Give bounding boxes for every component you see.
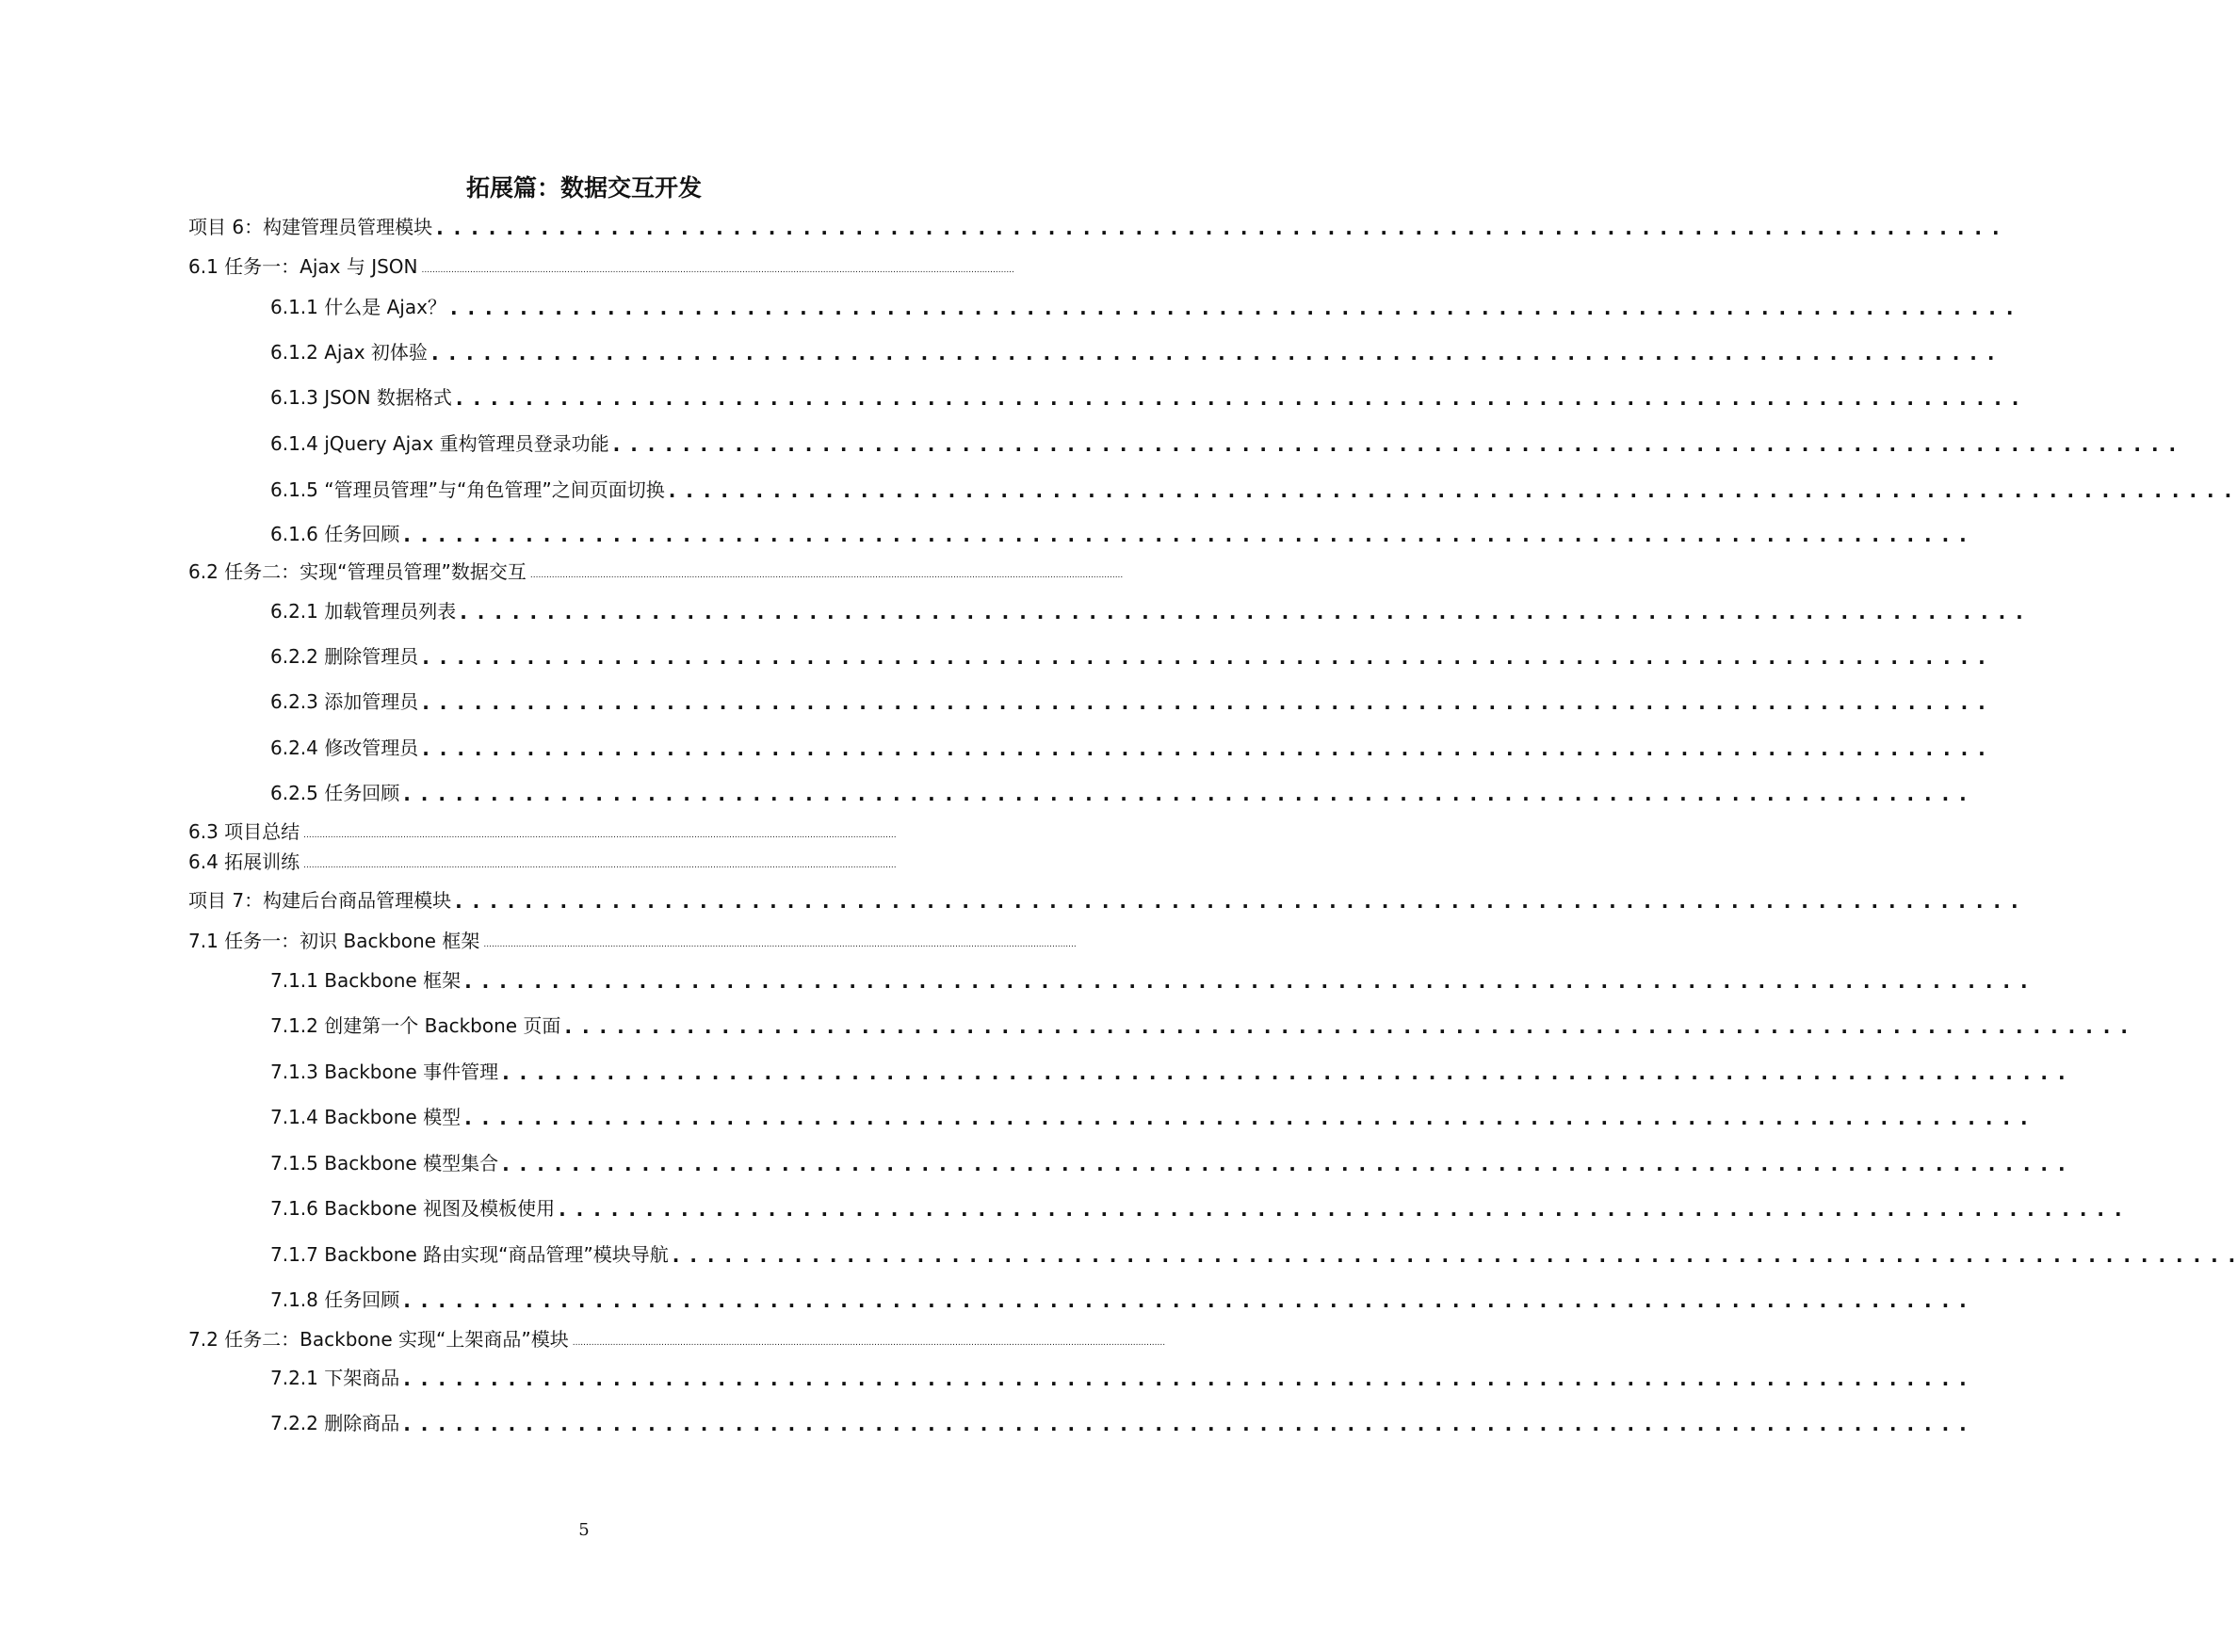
toc-entry[interactable] bbox=[270, 777, 1969, 807]
dot-leader: . . . . . . . . . . . . . . . . . . . . . . . . . . . . . . . . . . . . . . . . . . . . . . . . . . . . . . . . . . . . . . . . . . . . . . . . . . . . . . . . . . . . . . . . . . bbox=[455, 890, 2020, 913]
toc-entry[interactable] bbox=[188, 925, 1077, 955]
toc-entry-label: 6.2.3 添加管理员 bbox=[270, 690, 419, 713]
toc-entry-label: 7.1.7 Backbone 路由实现“商品管理”模块导航 bbox=[270, 1243, 669, 1266]
toc-entry[interactable] bbox=[270, 640, 1987, 671]
toc-entry[interactable] bbox=[270, 336, 1997, 366]
toc-entry-label: 7.1.6 Backbone 视图及模板使用 bbox=[270, 1197, 556, 1220]
dot-leader: ............................................................................................................................................................................................................................ bbox=[303, 861, 897, 870]
dot-leader: . . . . . . . . . . . . . . . . . . . . . . . . . . . . . . . . . . . . . . . . . . . . . . . . . . . . . . . . . . . . . . . . . . . . . . . . . . . . . . . . . . . . . . . . . . bbox=[464, 970, 2030, 993]
toc-entry[interactable] bbox=[188, 556, 1124, 586]
toc-entry[interactable] bbox=[270, 595, 2025, 625]
toc-entry[interactable] bbox=[270, 291, 2016, 321]
toc-entry-label: 7.1.3 Backbone 事件管理 bbox=[270, 1061, 499, 1083]
dot-leader: . . . . . . . . . . . . . . . . . . . . . . . . . . . . . . . . . . . . . . . . . . . . . . . . . . . . . . . . . . . . . . . . . . . . . . . . . . . . . . . . . . . . . . . . . . bbox=[403, 1413, 1969, 1435]
toc-entry-label: 6.2.4 修改管理员 bbox=[270, 737, 419, 759]
toc-entry[interactable] bbox=[188, 251, 1014, 281]
toc-entry-label: 7.2 任务二：Backbone 实现“上架商品”模块 bbox=[188, 1328, 569, 1351]
toc-entry-label: 6.2.2 删除管理员 bbox=[270, 645, 419, 668]
dot-leader: . . . . . . . . . . . . . . . . . . . . . . . . . . . . . . . . . . . . . . . . . . . . . . . . . . . . . . . . . . . . . . . . . . . . . . . . . . . . . . . . . . . . . . . . . . bbox=[430, 342, 1997, 364]
toc-entry[interactable] bbox=[270, 1284, 1969, 1314]
toc-entry-label: 6.1.1 什么是 Ajax？ bbox=[270, 296, 446, 318]
toc-entry[interactable] bbox=[270, 474, 2234, 504]
dot-leader: . . . . . . . . . . . . . . . . . . . . . . . . . . . . . . . . . . . . . . . . . . . . . . . . . . . . . . . . . . . . . . . . . . . . . . . . . . . . . . . . . . . . . . . . . . bbox=[422, 691, 1987, 714]
toc-entry[interactable] bbox=[270, 1056, 2067, 1086]
dot-leader: ............................................................................................................................................................................................................................ bbox=[572, 1338, 1166, 1348]
dot-leader: . . . . . . . . . . . . . . . . . . . . . . . . . . . . . . . . . . . . . . . . . . . . . . . . . . . . . . . . . . . . . . . . . . . . . . . . . . . . . . . . . . . . . . . . . . bbox=[564, 1015, 2130, 1038]
toc-entry-label: 7.1.1 Backbone 框架 bbox=[270, 969, 462, 992]
toc-entry-label: 7.1.4 Backbone 模型 bbox=[270, 1106, 462, 1128]
toc-entry[interactable] bbox=[270, 518, 1969, 548]
toc-entry[interactable] bbox=[270, 428, 2179, 458]
dot-leader: . . . . . . . . . . . . . . . . . . . . . . . . . . . . . . . . . . . . . . . . . . . . . . . . . . . . . . . . . . . . . . . . . . . . . . . . . . . . . . . . . . . . . . . . . . bbox=[502, 1061, 2067, 1084]
toc-entry-label: 6.2.1 加载管理员列表 bbox=[270, 600, 457, 623]
dot-leader: . . . . . . . . . . . . . . . . . . . . . . . . . . . . . . . . . . . . . . . . . . . . . . . . . . . . . . . . . . . . . . . . . . . . . . . . . . . . . . . . . . . . . . . . . . bbox=[612, 433, 2179, 456]
toc-entry-label: 7.1.2 创建第一个 Backbone 页面 bbox=[270, 1014, 561, 1037]
toc-entry-label: 6.1.2 Ajax 初体验 bbox=[270, 341, 428, 364]
toc-entry[interactable] bbox=[270, 1147, 2067, 1177]
dot-leader: . . . . . . . . . . . . . . . . . . . . . . . . . . . . . . . . . . . . . . . . . . . . . . . . . . . . . . . . . . . . . . . . . . . . . . . . . . . . . . . . . . . . . . . . . . bbox=[422, 646, 1987, 669]
toc-entry-label: 6.2.5 任务回顾 bbox=[270, 782, 400, 804]
toc-entry[interactable] bbox=[270, 1101, 2030, 1131]
toc-entry-label: 7.1.8 任务回顾 bbox=[270, 1288, 400, 1311]
toc-entry-label: 6.1.6 任务回顾 bbox=[270, 523, 400, 545]
toc-entry-label: 7.2.1 下架商品 bbox=[270, 1367, 400, 1389]
toc-entry-label: 6.3 项目总结 bbox=[188, 820, 300, 843]
toc-entry[interactable] bbox=[188, 1323, 1166, 1353]
dot-leader: ............................................................................................................................................................................................................................ bbox=[529, 571, 1124, 580]
dot-leader: . . . . . . . . . . . . . . . . . . . . . . . . . . . . . . . . . . . . . . . . . . . . . . . . . . . . . . . . . . . . . . . . . . . . . . . . . . . . . . . . . . . . . . . . . . bbox=[455, 387, 2021, 410]
toc-entry-label: 7.2.2 删除商品 bbox=[270, 1412, 400, 1434]
dot-leader: . . . . . . . . . . . . . . . . . . . . . . . . . . . . . . . . . . . . . . . . . . . . . . . . . . . . . . . . . . . . . . . . . . . . . . . . . . . . . . . . . . . . . . . . . . bbox=[403, 1289, 1969, 1312]
toc-entry-label: 6.1.3 JSON 数据格式 bbox=[270, 386, 452, 409]
toc-entry-label: 项目 6：构建管理员管理模块 bbox=[188, 216, 433, 238]
toc-entry[interactable] bbox=[270, 732, 1987, 762]
toc-entry[interactable] bbox=[188, 846, 997, 876]
toc-entry-label: 6.1 任务一：Ajax 与 JSON bbox=[188, 255, 418, 278]
dot-leader: ............................................................................................................................................................................................................................ bbox=[483, 940, 1077, 949]
toc-entry-label: 7.1.5 Backbone 模型集合 bbox=[270, 1152, 499, 1174]
dot-leader: . . . . . . . . . . . . . . . . . . . . . . . . . . . . . . . . . . . . . . . . . . . . . . . . . . . . . . . . . . . . . . . . . . . . . . . . . . . . . . . . . . . . . . . . . . bbox=[403, 524, 1969, 546]
dot-leader: . . . . . . . . . . . . . . . . . . . . . . . . . . . . . . . . . . . . . . . . . . . . . . . . . . . . . . . . . . . . . . . . . . . . . . . . . . . . . . . . . . . . . . . . . . bbox=[449, 297, 2016, 319]
toc-entry-label: 项目 7：构建后台商品管理模块 bbox=[188, 889, 452, 912]
page-title: 拓展篇：数据交互开发 bbox=[465, 174, 702, 202]
page-number: 5 bbox=[578, 1520, 590, 1540]
toc-entry-label: 7.1 任务一：初识 Backbone 框架 bbox=[188, 930, 480, 952]
dot-leader: . . . . . . . . . . . . . . . . . . . . . . . . . . . . . . . . . . . . . . . . . . . . . . . . . . . . . . . . . . . . . . . . . . . . . . . . . . . . . . . . . . . . . . . . . . bbox=[403, 783, 1969, 805]
dot-leader: . . . . . . . . . . . . . . . . . . . . . . . . . . . . . . . . . . . . . . . . . . . . . . . . . . . . . . . . . . . . . . . . . . . . . . . . . . . . . . . . . . . . . . . . . . bbox=[464, 1107, 2030, 1129]
dot-leader: . . . . . . . . . . . . . . . . . . . . . . . . . . . . . . . . . . . . . . . . . . . . . . . . . . . . . . . . . . . . . . . . . . . . . . . . . . . . . . . . . . . . . . . . . . bbox=[502, 1153, 2067, 1175]
toc-entry[interactable] bbox=[270, 686, 1987, 716]
dot-leader: . . . . . . . . . . . . . . . . . . . . . . . . . . . . . . . . . . . . . . . . . . . . . . . . . . . . . . . . . . . . . . . . . . . . . . . . . . . . . . . . . . . . . . . . . . bbox=[460, 601, 2025, 624]
toc-entry[interactable] bbox=[188, 884, 2020, 915]
toc-entry[interactable] bbox=[270, 1362, 1969, 1392]
toc-entry-label: 6.2 任务二：实现“管理员管理”数据交互 bbox=[188, 560, 527, 583]
toc-entry[interactable] bbox=[270, 381, 2021, 412]
dot-leader: ............................................................................................................................................................................................................................ bbox=[303, 831, 897, 840]
dot-leader: . . . . . . . . . . . . . . . . . . . . . . . . . . . . . . . . . . . . . . . . . . . . . . . . . . . . . . . . . . . . . . . . . . . . . . . . . . . . . . . . . . . . . . . . . . bbox=[672, 1244, 2237, 1267]
dot-leader: . . . . . . . . . . . . . . . . . . . . . . . . . . . . . . . . . . . . . . . . . . . . . . . . . . . . . . . . . . . . . . . . . . . . . . . . . . . . . . . . . . . . . . . . . . bbox=[668, 479, 2234, 502]
dot-leader: . . . . . . . . . . . . . . . . . . . . . . . . . . . . . . . . . . . . . . . . . . . . . . . . . . . . . . . . . . . . . . . . . . . . . . . . . . . . . . . . . . . . . . . . . . bbox=[403, 1368, 1969, 1390]
toc-entry-label: 6.1.4 jQuery Ajax 重构管理员登录功能 bbox=[270, 432, 609, 455]
toc-entry[interactable] bbox=[270, 964, 2030, 995]
dot-leader: . . . . . . . . . . . . . . . . . . . . . . . . . . . . . . . . . . . . . . . . . . . . . . . . . . . . . . . . . . . . . . . . . . . . . . . . . . . . . . . . . . . . . . . . . . bbox=[436, 217, 2002, 239]
toc-entry[interactable] bbox=[270, 1239, 2237, 1269]
toc-entry-label: 6.4 拓展训练 bbox=[188, 850, 300, 873]
dot-leader: . . . . . . . . . . . . . . . . . . . . . . . . . . . . . . . . . . . . . . . . . . . . . . . . . . . . . . . . . . . . . . . . . . . . . . . . . . . . . . . . . . . . . . . . . . bbox=[422, 737, 1987, 760]
toc-entry[interactable] bbox=[270, 1010, 2130, 1040]
toc-entry[interactable] bbox=[270, 1192, 2124, 1223]
toc-entry[interactable] bbox=[188, 211, 2002, 241]
toc-entry[interactable] bbox=[270, 1407, 1969, 1437]
toc-entry-label: 6.1.5 “管理员管理”与“角色管理”之间页面切换 bbox=[270, 478, 665, 501]
dot-leader: . . . . . . . . . . . . . . . . . . . . . . . . . . . . . . . . . . . . . . . . . . . . . . . . . . . . . . . . . . . . . . . . . . . . . . . . . . . . . . . . . . . . . . . . . . bbox=[559, 1198, 2124, 1221]
toc-entry[interactable] bbox=[188, 816, 997, 846]
dot-leader: ............................................................................................................................................................................................................................ bbox=[421, 266, 1014, 275]
